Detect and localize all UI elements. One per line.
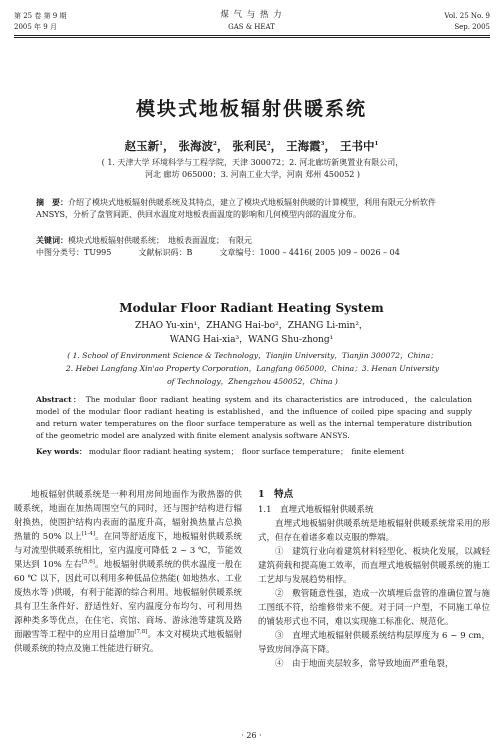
classification-line: 中图分类号：TU995 文献标识码：B 文章编号：1000 – 4416( 2005 )09 – 0026 – 04	[36, 248, 400, 257]
affiliation-en-3: of Technology，Zhengzhou 450052，China )	[167, 377, 338, 386]
abstract-zh: 摘 要：介绍了模块式地板辐射供暖系统及其特点，建立了模块式地板辐射供暖的计算模型，利用有限元分析软件 ANSYS，分析了盘管间距、供回水温度对地板表面温度的影响和几何模型内部的温度分布。	[36, 197, 436, 219]
journal-date: 2005 年 9 月	[14, 23, 57, 31]
paper-title: 模块式地板辐射供暖系统	[135, 98, 367, 120]
author-list: 赵玉新$^1$， 张海波$^2$， 张利民$^2$， 王海霞$^3$， 王书中$^1$	[124, 139, 379, 153]
paragraph-2: ① 建筑行业向着建筑材料轻型化、板块化发展，以减轻建筑荷载和提高施工效率，而直埋式地板辐射供暖系统的施工工艺却与发展趋势相悖。	[258, 547, 490, 585]
paragraph-3: ② 敷管随意性强，造成一次填埋后盘管的准确位置与施工图纸不符，给维修带来不便。对于同一户型，不同施工单位的铺装形式也不同，难以实现施工标准化、规范化。	[258, 589, 490, 627]
header-rule-top	[14, 35, 490, 36]
paragraph-5: ④ 由于地面夹层较多，常导致地面严重龟裂，	[275, 659, 454, 669]
keywords-zh: 关键词：模块式地板辐射供暖系统； 地板表面温度； 有限元	[36, 235, 252, 245]
header-rule-bottom	[14, 37, 490, 38]
affiliation-line-1: ( 1. 天津大学 环境科学与工程学院，天津 300072；2. 河北廊坊新奥置业有限公司，	[101, 158, 404, 167]
keywords-en: Key words： modular floor radiant heating system； floor surface temperature； finite element	[36, 447, 405, 456]
paper-title-en: Modular Floor Radiant Heating System	[119, 301, 384, 315]
affiliation-en-1: ( 1. School of Environment Science & Technology，Tianjin University，Tianjin 300072，China；	[67, 351, 438, 360]
affiliation-line-2: 河北 廊坊 065000；3. 河南工业大学，河南 郑州 450052 )	[144, 170, 361, 179]
body-column-left	[14, 488, 242, 656]
journal-date-en: Sep. 2005	[454, 23, 490, 31]
author-list-en-1: ZHAO Yu-xin¹，ZHANG Hai-bo²，ZHANG Li-min²，	[135, 321, 368, 331]
author-list-en-2: WANG Hai-xia³，WANG Shu-zhong¹	[169, 335, 334, 345]
section-heading: 1 特点	[258, 489, 294, 500]
journal-volume: 第 25 卷 第 9 期	[14, 12, 67, 20]
page-number: · 26 ·	[241, 731, 262, 740]
subsection-heading: 1.1 直埋式地板辐射供暖系统	[258, 505, 374, 515]
journal-title: 煤 气 与 热 力	[220, 10, 283, 20]
abstract-en: Abstract： The modular floor radiant heating system and its characteristics are introduced，the calculation model of the modular floor radiant heating is established，and the influence of coiled pipe spacing and supply and return water temperatures on the floor surface temperature as well as the internal temperature distribution of the geometric model are analyzed with finite element analysis software ANSYS.	[36, 395, 473, 440]
paragraph-4: ③ 直埋式地板辐射供暖系统结构层厚度为 6 ~ 9 cm，导致房间净高下降。	[258, 631, 490, 655]
journal-volume-en: Vol. 25 No. 9	[444, 12, 490, 20]
paragraph-1: 直埋式地板辐射供暖系统是地板辐射供暖系统常采用的形式，但存在着诸多难以克服的弊端。	[258, 519, 490, 543]
body-column-right	[258, 488, 490, 671]
intro-paragraph: 地板辐射供暖系统是一种利用房间地面作为散热器的供暖系统，地面在加热周围空气的同时，还与围护结构进行辐射换热，使围护结构内表面的温度升高，辐射换热量占总换热量的 50% 以上[1-4]。在同等舒适度下，地板辐射供暖系统与对流型供暖系统相比，室内温度可降低 2 ~ 3 ℃，节能效果达到 10% 左右[5,6]。地板辐射供暖系统的供水温度一般在 60 ℃ 以下，因此可以利用多种低品位热能( 如地热水、工业废热水等 )供暖，有利于能源的综合利用。地板辐射供暖系统具有卫生条件好、舒适性好、室内温度分布均匀、可利用热源种类多等优点，在住宅、宾馆、商场、游泳池等建筑及路面融雪等工程中的应用日益增加[7,8]。本文对模块式地板辐射供暖系统的特点及施工性能进行研究。	[14, 490, 242, 654]
affiliation-en-2: 2. Hebei Langfang Xin'ao Property Corporation，Langfang 065000，China；3. Henan University	[65, 364, 440, 373]
journal-subtitle: GAS & HEAT	[228, 23, 275, 31]
